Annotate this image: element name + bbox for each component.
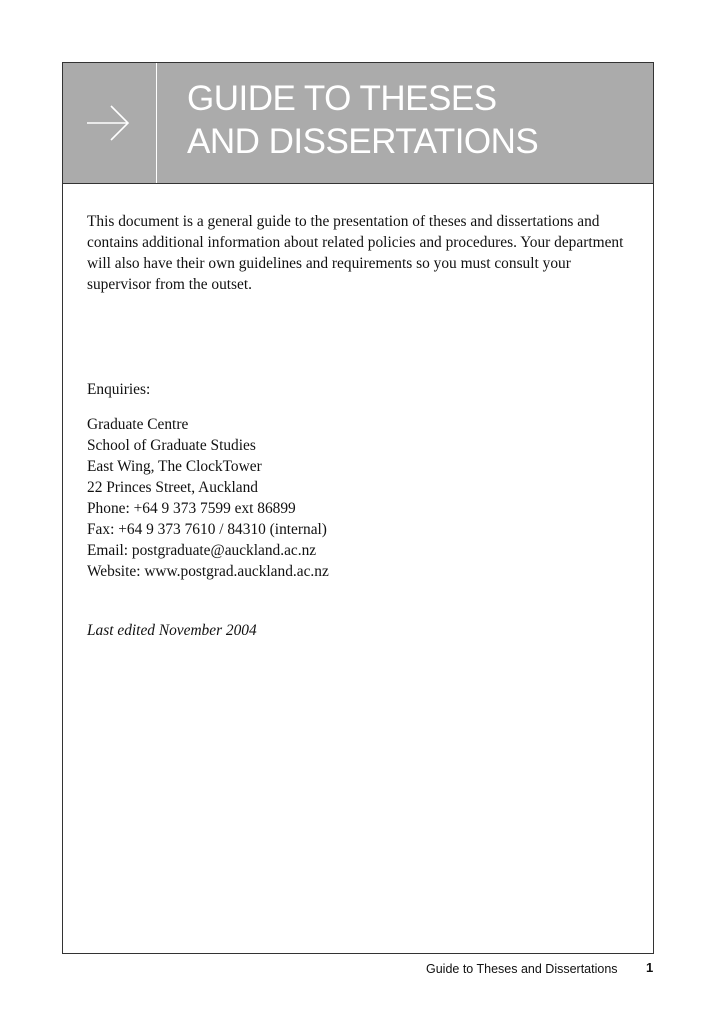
contact-line-building: East Wing, The ClockTower (87, 458, 262, 475)
header-banner (63, 63, 653, 184)
contact-line-street: 22 Princes Street, Auckland (87, 479, 258, 496)
contact-details (87, 414, 329, 582)
page-title (187, 77, 538, 163)
header-divider (156, 63, 157, 183)
contact-line-email: Email: postgraduate@auckland.ac.nz (87, 542, 317, 559)
contact-line-phone: Phone: +64 9 373 7599 ext 86899 (87, 500, 296, 517)
page-frame (62, 62, 654, 954)
contact-line-fax: Fax: +64 9 373 7610 / 84310 (internal) (87, 521, 327, 538)
page-number: 1 (646, 960, 654, 975)
intro-paragraph: This document is a general guide to the presentation of theses and dissertations and contains additional information about related policies and procedures. Your department will also have their own guidelines and requirements so you must consult your supervisor from the outset. (87, 213, 624, 293)
footer-title: Guide to Theses and Dissertations (426, 962, 618, 976)
contact-line-school: School of Graduate Studies (87, 437, 256, 454)
contact-line-website: Website: www.postgrad.auckland.ac.nz (87, 563, 329, 580)
arrow-right-icon (85, 103, 131, 143)
title-line-2: AND DISSERTATIONS (187, 122, 539, 161)
contact-line-office: Graduate Centre (87, 416, 189, 433)
last-edited-note: Last edited November 2004 (87, 622, 257, 639)
title-line-1: GUIDE TO THESES (187, 79, 497, 118)
enquiries-label: Enquiries: (87, 381, 151, 398)
